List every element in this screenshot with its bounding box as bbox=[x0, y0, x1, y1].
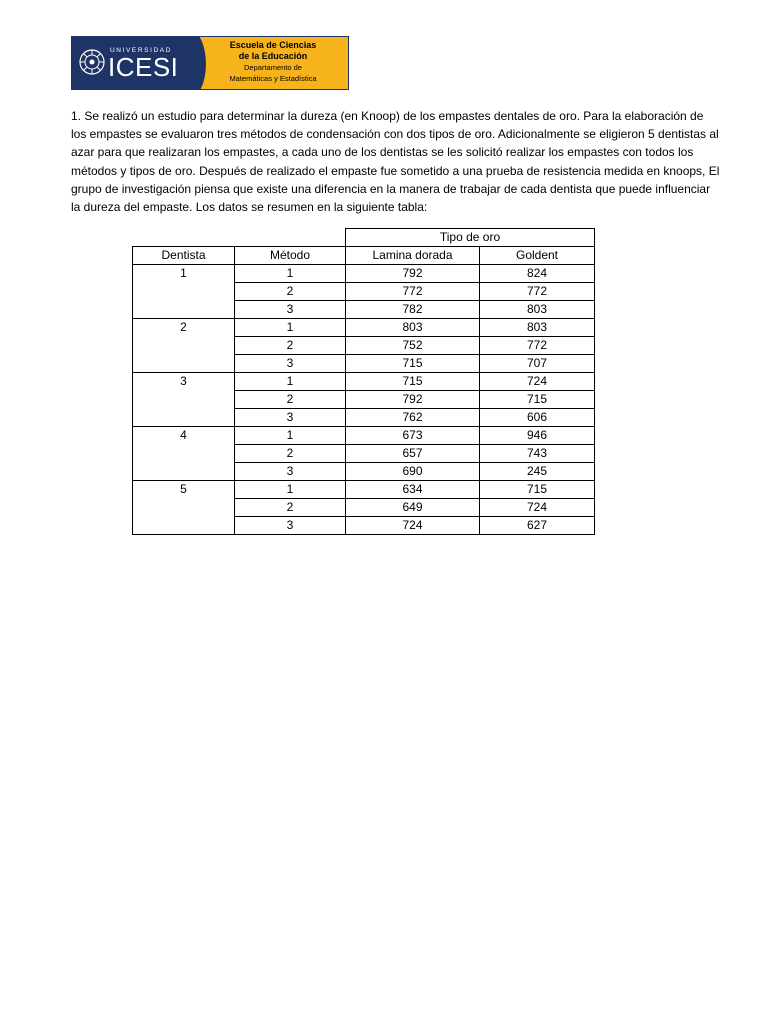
lamina-dorada-cell: 792 bbox=[346, 391, 480, 409]
method-cell: 2 bbox=[235, 283, 346, 301]
dentist-cell: 2 bbox=[133, 319, 235, 373]
col-header-goldent: Goldent bbox=[480, 247, 595, 265]
table-row bbox=[133, 427, 595, 445]
goldent-cell: 715 bbox=[480, 391, 595, 409]
table-row bbox=[133, 373, 595, 391]
table-group-header-row bbox=[133, 229, 595, 247]
lamina-dorada-cell: 657 bbox=[346, 445, 480, 463]
method-cell: 3 bbox=[235, 409, 346, 427]
gold-type-header: Tipo de oro bbox=[346, 229, 595, 247]
lamina-dorada-cell: 715 bbox=[346, 373, 480, 391]
school-line-1: Escuela de Ciencias bbox=[229, 40, 317, 50]
university-name: ICESI bbox=[108, 52, 179, 82]
col-header-lamina: Lamina dorada bbox=[346, 247, 480, 265]
university-seal-icon bbox=[79, 49, 105, 75]
lamina-dorada-cell: 724 bbox=[346, 517, 480, 535]
header-banner bbox=[71, 36, 349, 90]
method-cell: 1 bbox=[235, 319, 346, 337]
method-cell: 2 bbox=[235, 445, 346, 463]
goldent-cell: 803 bbox=[480, 319, 595, 337]
method-cell: 2 bbox=[235, 391, 346, 409]
goldent-cell: 772 bbox=[480, 337, 595, 355]
table-row bbox=[133, 319, 595, 337]
problem-statement: 1. Se realizó un estudio para determinar la dureza (en Knoop) de los empastes dentales de oro. Para la elaboración de los empastes se evaluaron tres métodos de condensación con dos tipos de oro. Adicionalmente se eligieron 5 dentistas al azar para que realizaran los empastes, a cada uno de los dentistas se les solicitó realizar los empastes con todos los métodos y tipos de oro. Después de realizado el empaste fue sometido a una prueba de resistencia medida en knoops, El grupo de investigación piensa que existe una diferencia en la manera de trabajar de cada dentista que puede influenciar la dureza del empaste. Los datos se resumen en la siguiente tabla: bbox=[71, 109, 720, 215]
lamina-dorada-cell: 649 bbox=[346, 499, 480, 517]
lamina-dorada-cell: 752 bbox=[346, 337, 480, 355]
university-label: UNIVERSIDAD bbox=[110, 47, 173, 54]
method-cell: 3 bbox=[235, 355, 346, 373]
goldent-cell: 743 bbox=[480, 445, 595, 463]
method-cell: 3 bbox=[235, 301, 346, 319]
dentist-cell: 5 bbox=[133, 481, 235, 535]
method-cell: 2 bbox=[235, 337, 346, 355]
dentist-cell: 1 bbox=[133, 265, 235, 319]
table-row bbox=[133, 265, 595, 283]
goldent-cell: 707 bbox=[480, 355, 595, 373]
empty-header-cell bbox=[235, 229, 346, 247]
lamina-dorada-cell: 715 bbox=[346, 355, 480, 373]
method-cell: 1 bbox=[235, 265, 346, 283]
lamina-dorada-cell: 762 bbox=[346, 409, 480, 427]
school-name bbox=[184, 40, 348, 84]
goldent-cell: 724 bbox=[480, 499, 595, 517]
method-cell: 3 bbox=[235, 517, 346, 535]
goldent-cell: 946 bbox=[480, 427, 595, 445]
table-header-row bbox=[133, 247, 595, 265]
goldent-cell: 824 bbox=[480, 265, 595, 283]
lamina-dorada-cell: 803 bbox=[346, 319, 480, 337]
goldent-cell: 245 bbox=[480, 463, 595, 481]
goldent-cell: 772 bbox=[480, 283, 595, 301]
empty-header-cell bbox=[133, 229, 235, 247]
lamina-dorada-cell: 792 bbox=[346, 265, 480, 283]
goldent-cell: 627 bbox=[480, 517, 595, 535]
method-cell: 2 bbox=[235, 499, 346, 517]
goldent-cell: 715 bbox=[480, 481, 595, 499]
lamina-dorada-cell: 782 bbox=[346, 301, 480, 319]
goldent-cell: 606 bbox=[480, 409, 595, 427]
table-body bbox=[133, 265, 595, 535]
dept-line-1: Departamento de bbox=[244, 63, 302, 72]
dentist-cell: 4 bbox=[133, 427, 235, 481]
method-cell: 3 bbox=[235, 463, 346, 481]
col-header-metodo: Método bbox=[235, 247, 346, 265]
school-banner bbox=[184, 37, 348, 89]
method-cell: 1 bbox=[235, 427, 346, 445]
hardness-table bbox=[132, 228, 595, 535]
lamina-dorada-cell: 690 bbox=[346, 463, 480, 481]
lamina-dorada-cell: 772 bbox=[346, 283, 480, 301]
goldent-cell: 803 bbox=[480, 301, 595, 319]
col-header-dentista: Dentista bbox=[133, 247, 235, 265]
goldent-cell: 724 bbox=[480, 373, 595, 391]
dept-line-2: Matemáticas y Estadística bbox=[229, 74, 317, 83]
school-line-2: de la Educación bbox=[238, 51, 308, 61]
lamina-dorada-cell: 634 bbox=[346, 481, 480, 499]
method-cell: 1 bbox=[235, 481, 346, 499]
university-logo bbox=[72, 37, 184, 89]
lamina-dorada-cell: 673 bbox=[346, 427, 480, 445]
method-cell: 1 bbox=[235, 373, 346, 391]
table-row bbox=[133, 481, 595, 499]
dentist-cell: 3 bbox=[133, 373, 235, 427]
